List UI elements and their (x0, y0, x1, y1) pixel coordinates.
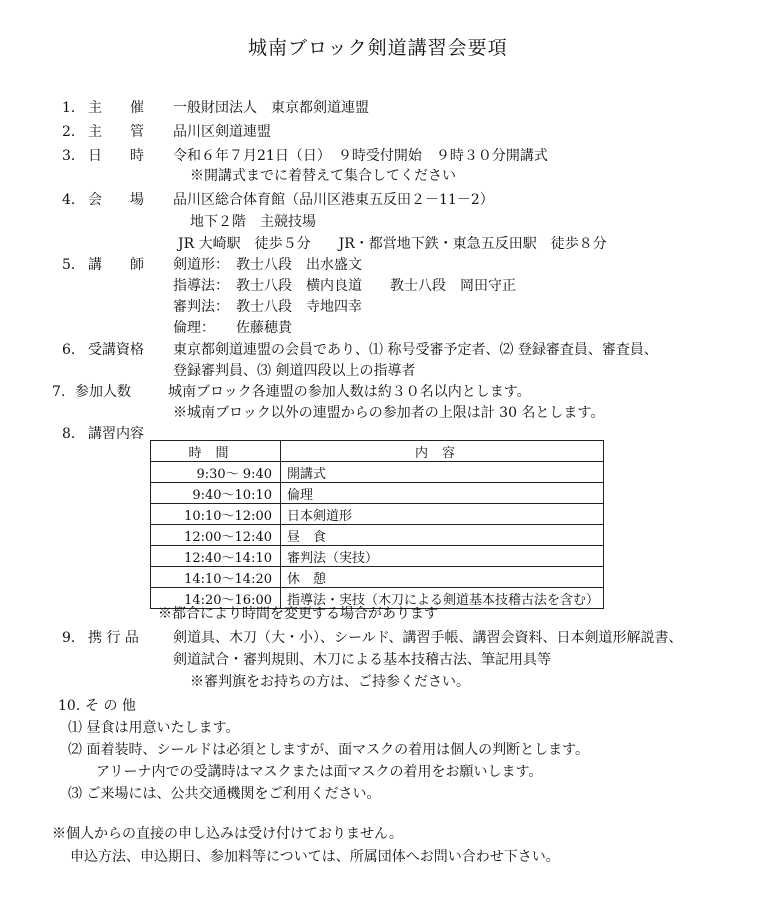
item-number: 3． (62, 148, 85, 164)
item-text: 剣道形： 教士八段 出水盛文 (173, 257, 362, 273)
table-row (151, 483, 604, 504)
footer-note: 申込方法、申込期日、参加料等については、所属団体へお問い合わせ下さい。 (70, 849, 560, 865)
item-number: 10. (58, 698, 81, 714)
item-label: 講 師 (88, 257, 144, 273)
item-text: 地下２階 主競技場 (190, 214, 316, 230)
item-text: ⑵ 面着装時、シールドは必須としますが、面マスクの着用は個人の判断とします。 (68, 742, 590, 758)
content-cell: 休 憩 (281, 567, 604, 588)
item-number: 8． (62, 426, 85, 442)
content-cell: 審判法（実技） (281, 546, 604, 567)
item-number: 7. (52, 384, 66, 400)
table-row (151, 525, 604, 546)
item-label: 携 行 品 (88, 630, 139, 646)
time-cell: 12:40～14:10 (151, 546, 281, 567)
item-label: 参加人数 (75, 384, 131, 400)
item-text: 剣道具、木刀（大・小）、シールド、講習手帳、講習会資料、日本剣道形解説書、 (173, 630, 683, 646)
item-label: 主 管 (88, 124, 144, 140)
item-label: 日 時 (88, 148, 144, 164)
footer-note: ※個人からの直接の申し込みは受け付けておりません。 (52, 826, 403, 842)
item-number: 9． (62, 630, 85, 646)
time-cell: 14:20～16:00 (151, 588, 281, 609)
item-text: 指導法： 教士八段 横内良道 教士八段 岡田守正 (173, 278, 516, 294)
time-cell: 9:40～10:10 (151, 483, 281, 504)
item-text: 審判法： 教士八段 寺地四幸 (173, 299, 362, 315)
item-text: 一般財団法人 東京都剣道連盟 (173, 100, 369, 116)
time-cell: 12:00～12:40 (151, 525, 281, 546)
item-text: アリーナ内での受講時はマスクまたは面マスクの着用をお願いします。 (96, 764, 543, 780)
item-note: ※城南ブロック以外の連盟からの参加者の上限は計 30 名とします。 (173, 405, 605, 421)
item-label: そ の 他 (85, 698, 136, 714)
content-cell: 日本剣道形 (281, 504, 604, 525)
item-text: 城南ブロック各連盟の参加人数は約３０名以内とします。 (168, 384, 531, 400)
table-header-row (151, 441, 604, 462)
time-cell: 14:10～14:20 (151, 567, 281, 588)
item-note: ※審判旗をお持ちの方は、ご持参ください。 (190, 674, 470, 690)
table-row (151, 462, 604, 483)
item-text: 品川区総合体育館（品川区港東五反田２－11－2） (173, 192, 494, 208)
time-cell: 10:10～12:00 (151, 504, 281, 525)
page-title: 城南ブロック剣道講習会要項 (248, 37, 508, 59)
column-header-content: 内容 (281, 441, 604, 462)
item-number: 2． (62, 124, 85, 140)
item-text: 倫理： 佐藤穂貴 (173, 320, 292, 336)
item-text: ⑶ ご来場には、公共交通機関をご利用ください。 (68, 786, 381, 802)
schedule-table (150, 440, 604, 609)
time-cell: 9:30～ 9:40 (151, 462, 281, 483)
item-text: 登録審判員、⑶ 剣道四段以上の指導者 (173, 363, 416, 379)
content-cell: 昼 食 (281, 525, 604, 546)
table-row (151, 546, 604, 567)
item-number: 1． (62, 100, 85, 116)
item-text: JR 大崎駅 徒歩５分 JR・都営地下鉄・東急五反田駅 徒歩８分 (178, 236, 607, 252)
item-number: 6． (62, 342, 85, 358)
item-label: 主 催 (88, 100, 144, 116)
schedule-note: ※都合により時間を変更する場合があります (158, 606, 438, 622)
table-row (151, 504, 604, 525)
table-row (151, 567, 604, 588)
item-text: 令和６年７月21日（日） ９時受付開始 ９時３０分開講式 (173, 148, 548, 164)
item-label: 講習内容 (88, 426, 144, 442)
item-text: 東京都剣道連盟の会員であり、⑴ 称号受審予定者、⑵ 登録審査員、審査員、 (173, 342, 658, 358)
content-cell: 倫理 (281, 483, 604, 504)
column-header-time: 時間 (151, 441, 281, 462)
content-cell: 開講式 (281, 462, 604, 483)
item-number: 5． (62, 257, 85, 273)
item-label: 受講資格 (88, 342, 144, 358)
item-text: 剣道試合・審判規則、木刀による基本技稽古法、筆記用具等 (173, 652, 551, 668)
content-cell: 指導法・実技（木刀による剣道基本技稽古法を含む） (281, 588, 604, 609)
item-label: 会 場 (88, 192, 144, 208)
item-text: ⑴ 昼食は用意いたします。 (68, 720, 240, 736)
item-text: 品川区剣道連盟 (173, 124, 271, 140)
item-number: 4． (62, 192, 85, 208)
item-note: ※開講式までに着替えて集合してください (190, 168, 456, 184)
